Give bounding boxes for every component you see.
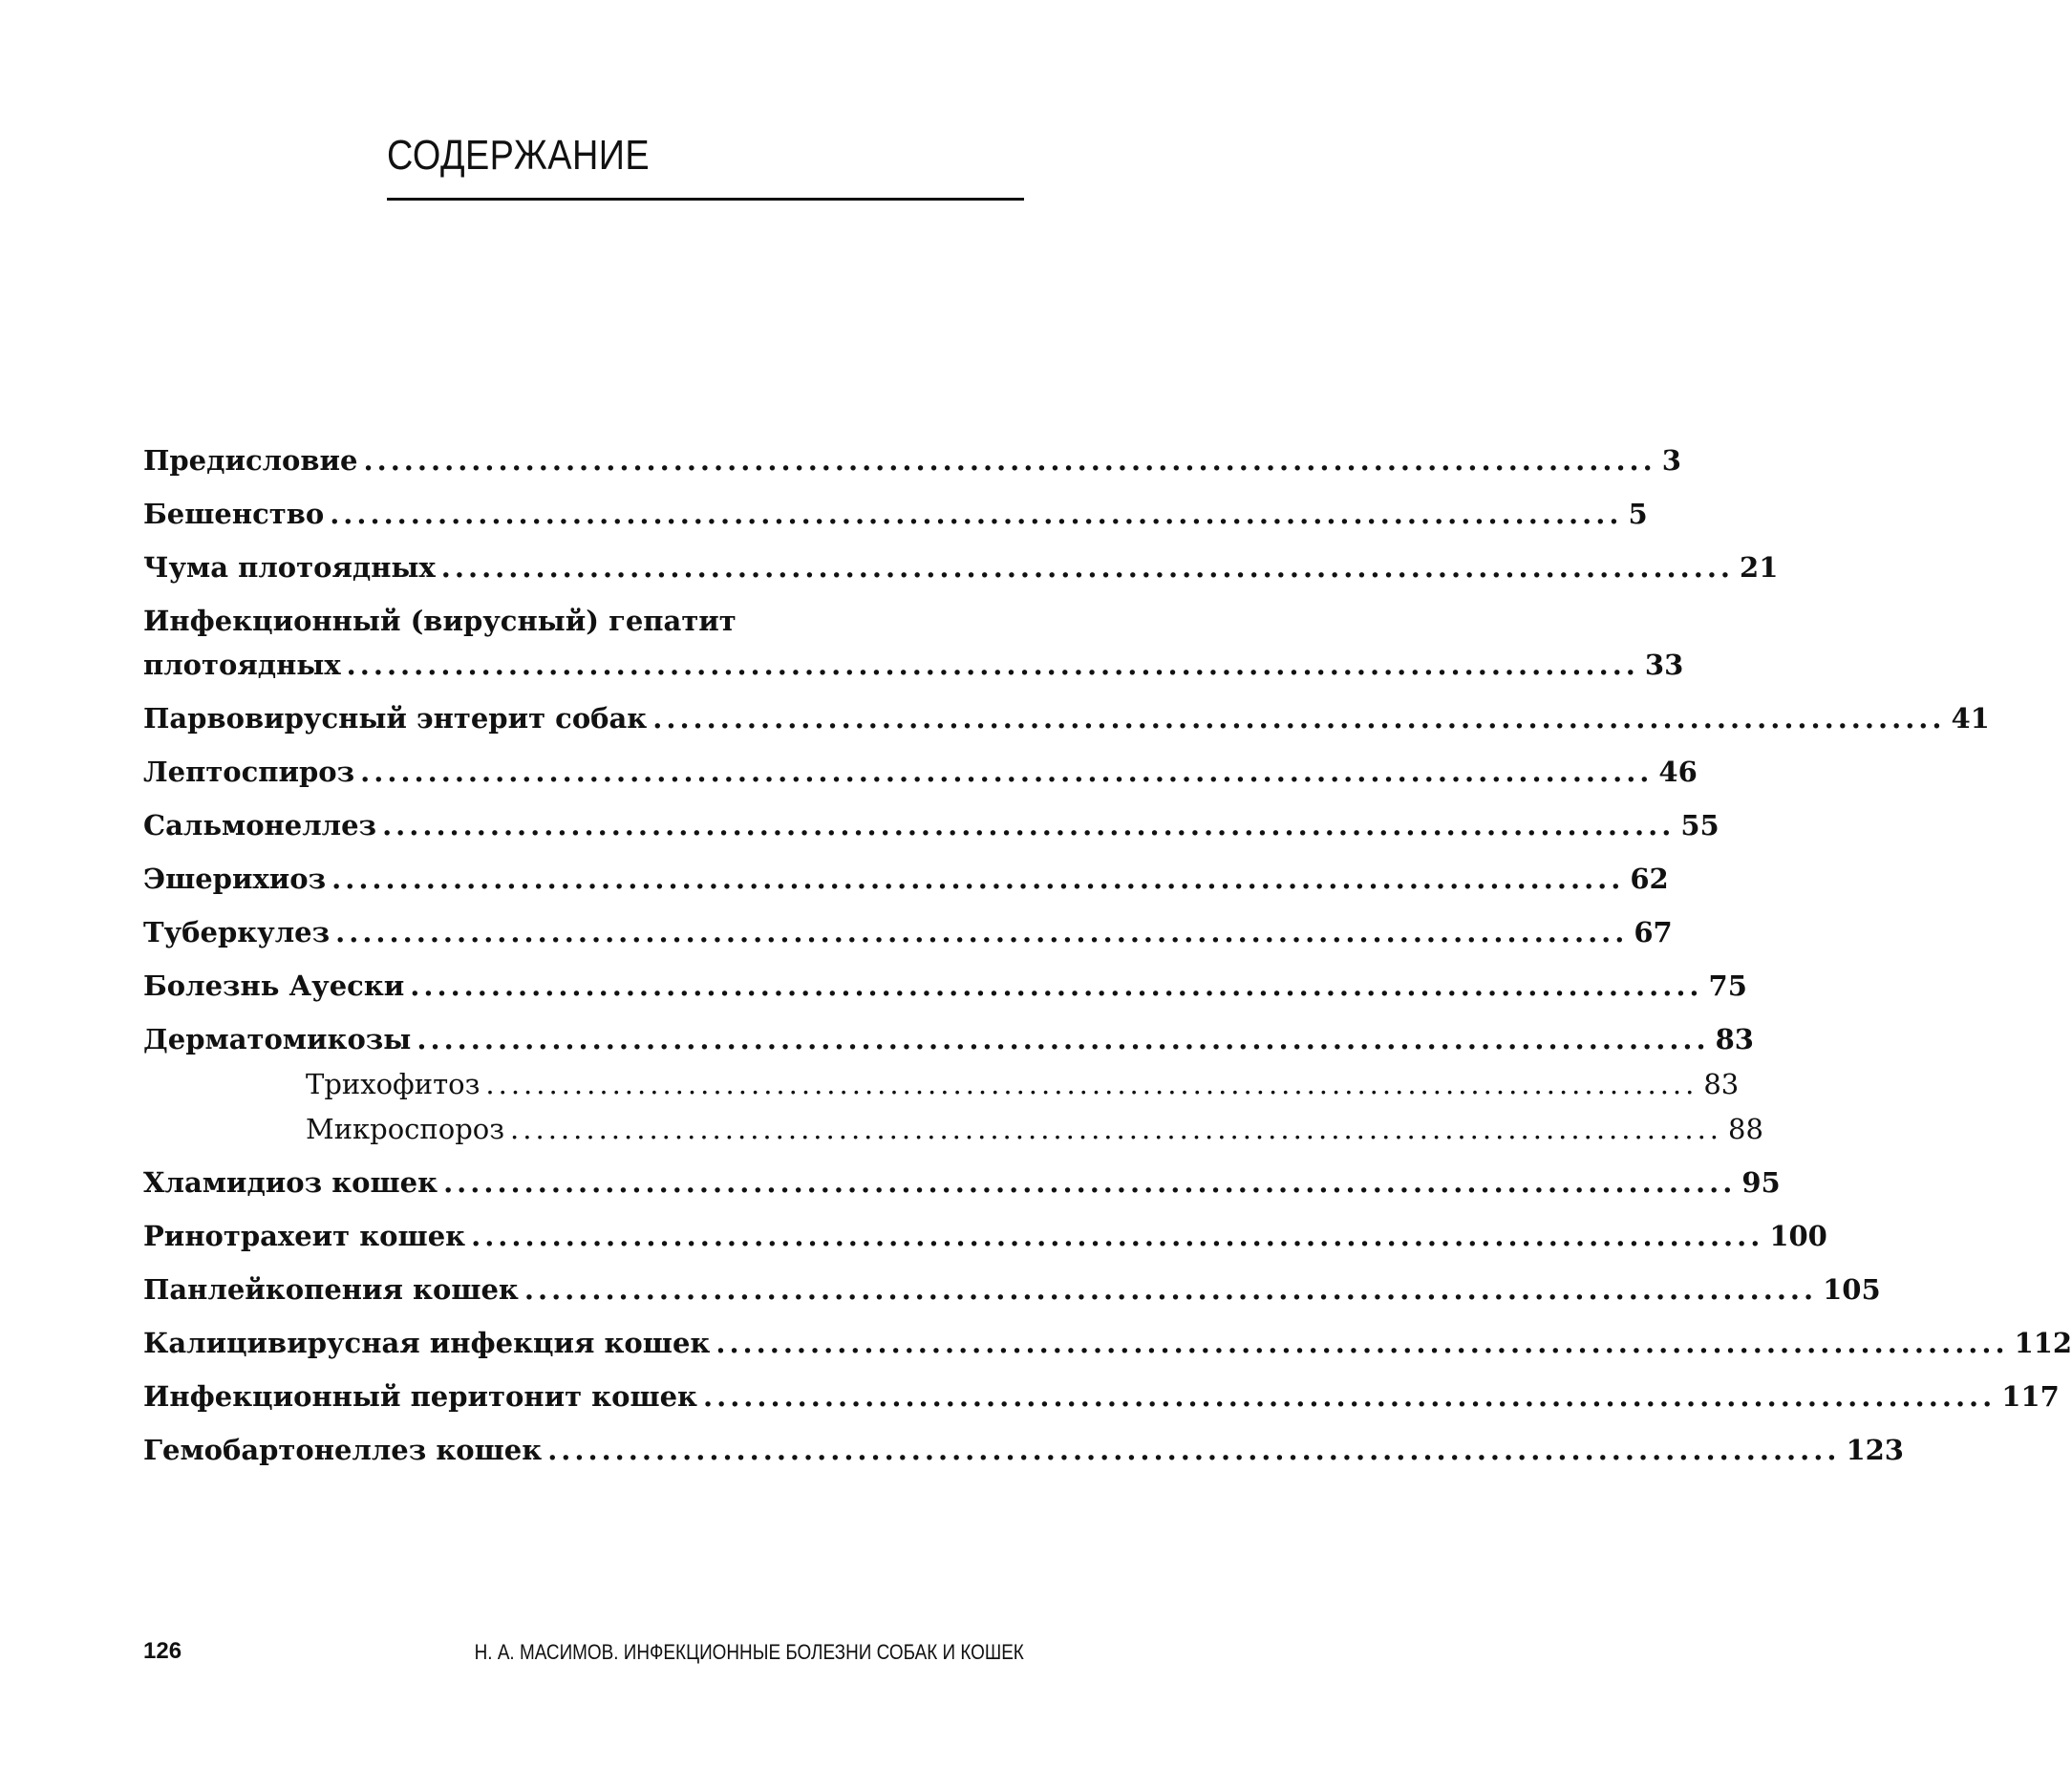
toc-leader-dots: ................................................................................................ [346, 649, 1639, 681]
toc-entry-peritonitis[interactable] [143, 1379, 2060, 1414]
toc-entry-tuberculosis[interactable] [143, 915, 1673, 949]
toc-entry-title: Бешенство [143, 498, 325, 530]
toc-entry-escherichiosis[interactable] [143, 862, 1669, 896]
toc-entry-title: Дерматомикозы [143, 1023, 412, 1055]
toc-entry-title: Ринотрахеит кошек [143, 1220, 466, 1252]
toc-entry-panleukopenia[interactable] [143, 1272, 1881, 1307]
toc-entry-title: Инфекционный перитонит кошек [143, 1380, 697, 1413]
toc-entry-preface[interactable] [143, 443, 1681, 478]
toc-entry-hepatitis-line1[interactable]: Инфекционный (вирусный) гепатит [143, 605, 737, 637]
toc-entry-page: 123 [1846, 1434, 1904, 1466]
toc-entry-rabies[interactable] [143, 497, 1648, 531]
toc-leader-dots: ................................................................................................ [335, 916, 1629, 948]
toc-entry-page: 46 [1658, 756, 1698, 788]
toc-entry-title: Панлейкопения кошек [143, 1273, 519, 1306]
toc-entry-page: 112 [2014, 1327, 2072, 1359]
toc-entry-page: 55 [1680, 809, 1720, 842]
toc-entry-chlamydiosis[interactable] [143, 1165, 1781, 1200]
toc-subentry-microsporosis[interactable] [143, 1112, 1763, 1146]
toc-entry-page: 62 [1630, 863, 1669, 895]
toc-leader-dots: ................................................................................................ [716, 1327, 2009, 1359]
toc-entry-distemper[interactable] [143, 550, 1779, 585]
toc-entry-parvovirus[interactable] [143, 701, 1990, 735]
toc-leader-dots: ................................................................................................ [547, 1434, 1841, 1466]
toc-entry-page: 105 [1823, 1273, 1881, 1306]
toc-leader-dots: ................................................................................................ [410, 970, 1703, 1002]
toc-leader-dots: ................................................................................................ [485, 1068, 1698, 1100]
toc-entry-calicivirus[interactable] [143, 1326, 2072, 1360]
toc-leader-dots: ................................................................................................ [363, 444, 1656, 477]
toc-entry-page: 67 [1634, 916, 1673, 948]
toc-entry-title: Предисловие [143, 444, 358, 477]
toc-entry-hepatitis[interactable] [143, 648, 1684, 682]
toc-entry-page: 95 [1741, 1166, 1781, 1199]
toc-leader-dots: ................................................................................................ [652, 702, 1946, 735]
toc-entry-title: Эшерихиоз [143, 863, 327, 895]
toc-entry-haemobartonellosis[interactable] [143, 1433, 1904, 1467]
footer-running-title: Н. А. МАСИМОВ. ИНФЕКЦИОННЫЕ БОЛЕЗНИ СОБАК И КОШЕК [474, 1640, 1024, 1664]
toc-entry-page: 100 [1769, 1220, 1827, 1252]
toc-entry-title: Хламидиоз кошек [143, 1166, 438, 1199]
heading-rule [387, 198, 1024, 201]
toc-entry-title: плотоядных [143, 649, 341, 681]
toc-leader-dots: ................................................................................................ [510, 1113, 1722, 1145]
toc-entry-leptospirosis[interactable] [143, 755, 1698, 789]
toc-entry-page: 33 [1644, 649, 1684, 681]
toc-entry-title: Туберкулез [143, 916, 331, 948]
toc-leader-dots: ................................................................................................ [443, 1166, 1737, 1199]
toc-entry-title: Сальмонеллез [143, 809, 377, 842]
toc-entry-rhinotracheitis[interactable] [143, 1219, 1827, 1253]
toc-entry-page: 41 [1951, 702, 1990, 735]
toc-entry-title: Парвовирусный энтерит собак [143, 702, 648, 735]
toc-entry-title: Трихофитоз [306, 1068, 481, 1100]
page-heading: СОДЕРЖАНИЕ [387, 132, 651, 179]
toc-entry-title: Чума плотоядных [143, 551, 436, 584]
toc-entry-page: 88 [1728, 1113, 1763, 1145]
toc-entry-page: 83 [1715, 1023, 1754, 1055]
toc-entry-page: 21 [1740, 551, 1779, 584]
toc-entry-dermatomycosis[interactable] [143, 1022, 1754, 1056]
toc-subentry-trichophytosis[interactable] [143, 1067, 1740, 1101]
toc-entry-title: Калицивирусная инфекция кошек [143, 1327, 711, 1359]
toc-leader-dots: ................................................................................................ [440, 551, 1735, 584]
toc-entry-salmonellosis[interactable] [143, 808, 1720, 842]
toc-leader-dots: ................................................................................................ [523, 1273, 1818, 1306]
toc-leader-dots: ................................................................................................ [330, 498, 1623, 530]
toc-leader-dots: ................................................................................................ [382, 809, 1676, 842]
toc-entry-page: 117 [2001, 1380, 2060, 1413]
toc-leader-dots: ................................................................................................ [703, 1380, 1997, 1413]
toc-entry-title: Болезнь Ауески [143, 970, 405, 1002]
toc-entry-page: 3 [1661, 444, 1681, 477]
toc-leader-dots: ................................................................................................ [471, 1220, 1764, 1252]
toc-leader-dots: ................................................................................................ [360, 756, 1654, 788]
toc-leader-dots: ................................................................................................ [331, 863, 1625, 895]
toc-leader-dots: ................................................................................................ [417, 1023, 1710, 1055]
footer-page-number: 126 [143, 1638, 182, 1664]
toc-entry-page: 5 [1628, 498, 1648, 530]
toc-entry-page: 83 [1703, 1068, 1740, 1100]
toc-entry-page: 75 [1708, 970, 1747, 1002]
toc-entry-title: Гемобартонеллез кошек [143, 1434, 543, 1466]
toc-entry-title: Лептоспироз [143, 756, 355, 788]
toc-entry-title: Микроспороз [306, 1113, 505, 1145]
toc-entry-aujeszky[interactable] [143, 969, 1747, 1003]
